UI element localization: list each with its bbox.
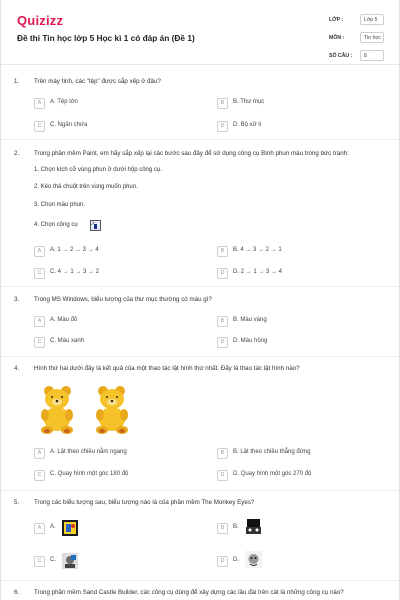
meta-label: MÔN : [329, 35, 345, 41]
step-3: 3. Chọn màu phun. [34, 202, 86, 208]
page-title: Đề thi Tin học lớp 5 Học kì 1 có đáp án (Đề 1) [17, 33, 195, 43]
spray-can-icon [90, 220, 101, 231]
question-text: Trên máy tính, các "tệp" được sắp xếp ở đâu? [34, 78, 161, 85]
option-text: C. Quay hình một góc 180 độ [50, 471, 129, 477]
option-text: A. Lật theo chiều nằm ngang [50, 449, 127, 455]
option-letter: B [217, 246, 228, 257]
step-4 [34, 222, 78, 228]
option-letter: B [217, 448, 228, 459]
question-text: Trong các biểu tượng sau, biểu tượng nào là của phần mềm The Monkey Eyes? [34, 499, 255, 506]
app-icon-b [245, 518, 262, 535]
teddy-bear-image [35, 383, 135, 435]
question-number: 6. [14, 589, 20, 596]
option-text: D. Quay hình một góc 270 độ [233, 471, 312, 477]
option-text: D. Bộ xử lí [233, 122, 262, 128]
option-letter: C [34, 337, 45, 348]
option-text: C. [50, 557, 56, 563]
question-separator [1, 356, 399, 357]
meta-value: Lớp 5 [360, 14, 384, 25]
option-letter: C [34, 121, 45, 132]
header-divider [1, 64, 399, 65]
question-text: Hình thứ hai dưới đây là kết quả của một thao tác lật hình thứ nhất. Đấy là thao tác lật hình nào? [34, 365, 300, 372]
option-text: A. [50, 524, 56, 530]
app-icon-c [62, 553, 76, 567]
meta-value: Tin học [360, 32, 384, 43]
option-text: D. [233, 557, 239, 563]
question-number: 3. [14, 296, 20, 303]
meta-label: LỚP : [329, 17, 344, 23]
option-letter: D [217, 337, 228, 348]
question-text: Trong MS Windows, biểu tượng của thư mục thường có màu gì? [34, 296, 212, 303]
meta-question-count [326, 50, 384, 68]
option-letter: A [34, 523, 45, 534]
option-text: D. Màu hồng [233, 338, 268, 344]
meta-subject [326, 32, 384, 50]
option-letter: A [34, 448, 45, 459]
step-text: 4. Chọn công cụ [34, 222, 78, 228]
option-text: B. [233, 524, 239, 530]
question-separator [1, 286, 399, 287]
option-letter: C [34, 556, 45, 567]
option-text: B. Màu vàng [233, 317, 267, 323]
option-letter: A [34, 246, 45, 257]
quiz-meta [326, 14, 384, 68]
option-letter: B [217, 523, 228, 534]
option-letter: D [217, 556, 228, 567]
option-letter: C [34, 268, 45, 279]
meta-value: 8 [360, 50, 384, 61]
option-text: C. Màu xanh [50, 338, 85, 344]
meta-label: SỐ CÂU : [329, 53, 353, 59]
option-text: A. Màu đỏ [50, 317, 78, 323]
question-number: 4. [14, 365, 20, 372]
question-text: Trong phần mềm Sand Castle Builder, các công cụ dùng để xây dựng các lâu đài trên cát là những công cụ nào? [34, 589, 344, 596]
meta-class [326, 14, 384, 32]
option-letter: D [217, 121, 228, 132]
option-text: B. 4 → 3 → 2 → 1 [233, 247, 282, 253]
option-text: A. Tệp lớn [50, 99, 78, 105]
option-text: A. 1 → 2 → 3 → 4 [50, 247, 99, 253]
question-number: 1. [14, 78, 20, 85]
question-text: Trong phần mềm Paint, em hãy sắp xếp lại các bước sau đây để sử dụng công cụ Bình phun màu trong bức tranh: [34, 150, 349, 157]
option-letter: A [34, 98, 45, 109]
app-icon-d [245, 551, 262, 568]
app-icon-a [62, 520, 76, 534]
option-letter: B [217, 98, 228, 109]
option-letter: B [217, 316, 228, 327]
option-text: B. Thư mục [233, 99, 265, 105]
option-text: D. 2 → 1 → 3 → 4 [233, 269, 283, 275]
bear-images [35, 383, 135, 435]
option-letter: D [217, 470, 228, 481]
option-letter: A [34, 316, 45, 327]
question-number: 5. [14, 499, 20, 506]
question-separator [1, 490, 399, 491]
quizizz-logo: Quizizz [17, 13, 64, 28]
step-1: 1. Chọn kích cỡ vùng phun ở dưới hộp công cụ. [34, 167, 162, 173]
option-letter: D [217, 268, 228, 279]
question-separator [1, 580, 399, 581]
question-number: 2. [14, 150, 20, 157]
option-text: C. 4 → 1 → 3 → 2 [50, 269, 100, 275]
step-2: 2. Kéo thả chuột trên vùng muốn phun. [34, 184, 138, 190]
question-separator [1, 139, 399, 140]
option-text: C. Ngăn chứa [50, 122, 88, 128]
option-letter: C [34, 470, 45, 481]
option-text: B. Lật theo chiều thẳng đứng [233, 449, 311, 455]
